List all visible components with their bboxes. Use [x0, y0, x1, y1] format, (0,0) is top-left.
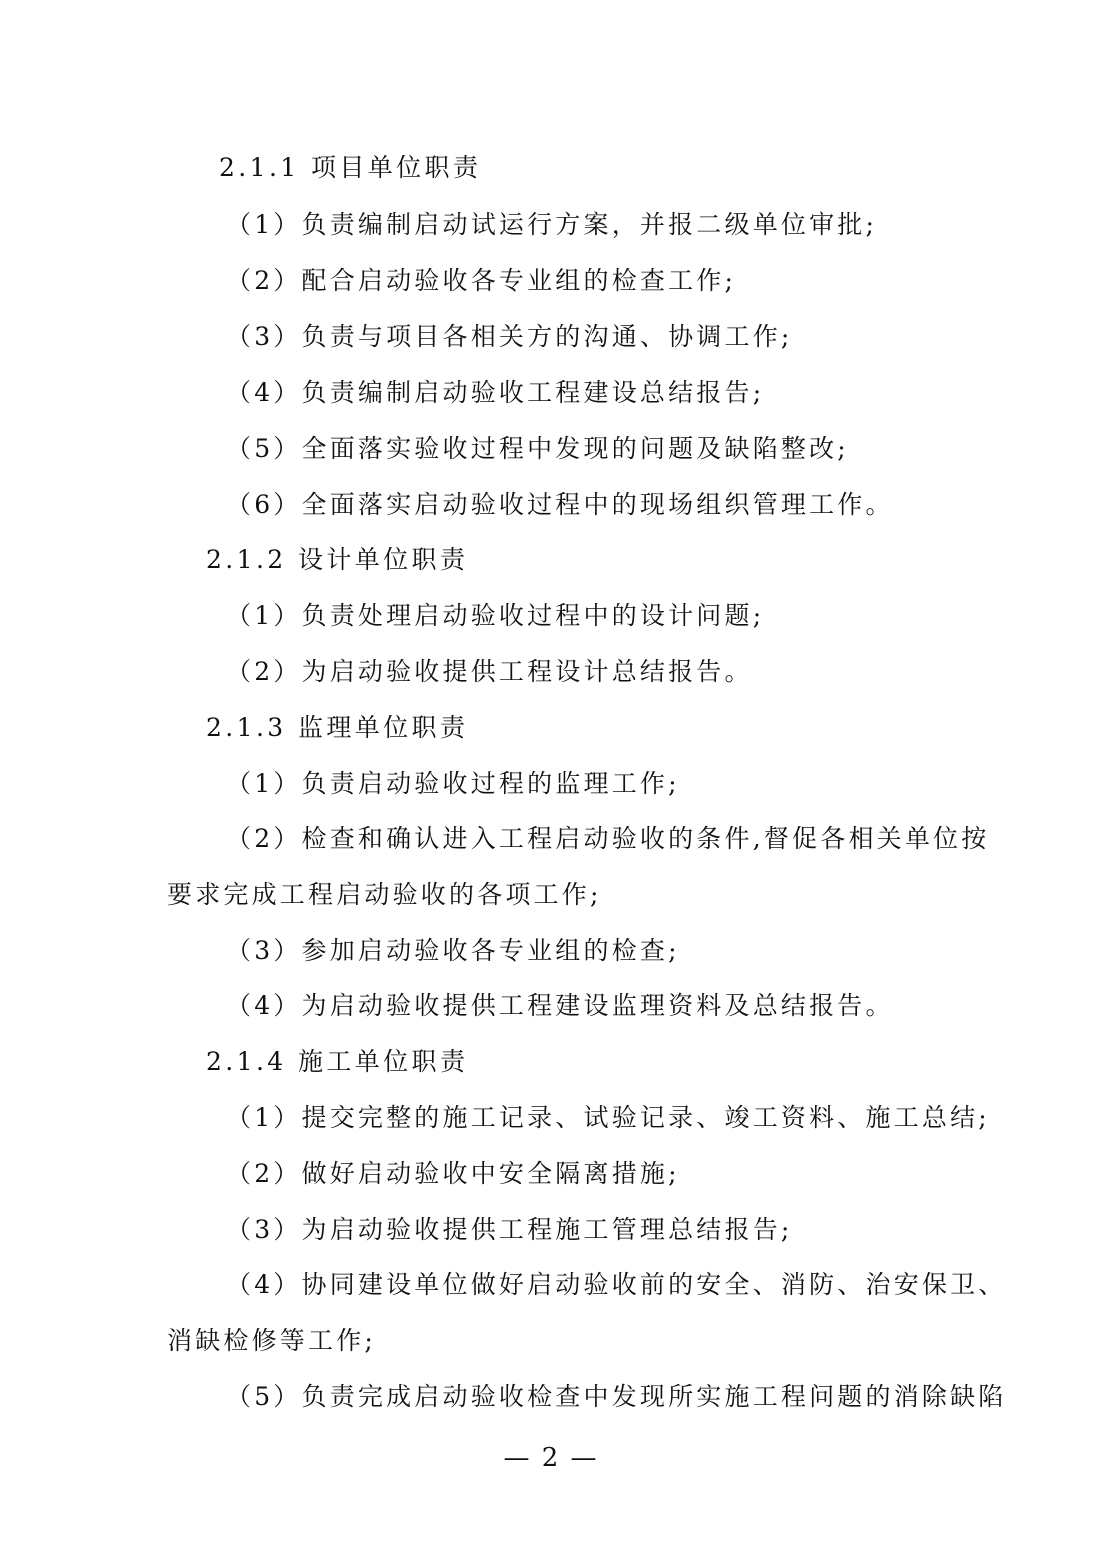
- paragraph-line: （6）全面落实启动验收过程中的现场组织管理工作。: [226, 490, 894, 519]
- paragraph-line: 消缺检修等工作;: [167, 1326, 377, 1355]
- paragraph-line: （1）负责启动验收过程的监理工作;: [226, 769, 680, 798]
- paragraph-line: （4）负责编制启动验收工程建设总结报告;: [226, 378, 765, 407]
- page-number: — 2 —: [503, 1443, 599, 1473]
- paragraph-line: （4）为启动验收提供工程建设监理资料及总结报告。: [226, 991, 894, 1020]
- section-heading-2-1-4: 2.1.4 施工单位职责: [206, 1047, 469, 1076]
- paragraph-line: （3）为启动验收提供工程施工管理总结报告;: [226, 1215, 793, 1244]
- section-heading-2-1-2: 2.1.2 设计单位职责: [206, 545, 469, 574]
- paragraph-line: （2）配合启动验收各专业组的检查工作;: [226, 266, 737, 295]
- paragraph-line: （3）参加启动验收各专业组的检查;: [226, 936, 680, 965]
- paragraph-line: （4）协同建设单位做好启动验收前的安全、消防、治安保卫、: [226, 1270, 1007, 1299]
- paragraph-line: （2）检查和确认进入工程启动验收的条件,督促各相关单位按: [226, 824, 990, 853]
- paragraph-line: （1）负责处理启动验收过程中的设计问题;: [226, 601, 765, 630]
- section-heading-2-1-3: 2.1.3 监理单位职责: [206, 713, 469, 742]
- paragraph-line: 要求完成工程启动验收的各项工作;: [167, 880, 602, 909]
- paragraph-line: （5）全面落实验收过程中发现的问题及缺陷整改;: [226, 434, 849, 463]
- paragraph-line: （5）负责完成启动验收检查中发现所实施工程问题的消除缺陷: [226, 1382, 1007, 1411]
- paragraph-line: （1）提交完整的施工记录、试验记录、竣工资料、施工总结;: [226, 1103, 990, 1132]
- paragraph-line: （3）负责与项目各相关方的沟通、协调工作;: [226, 322, 793, 351]
- paragraph-line: （2）为启动验收提供工程设计总结报告。: [226, 657, 753, 686]
- paragraph-line: （1）负责编制启动试运行方案，并报二级单位审批;: [226, 210, 878, 239]
- paragraph-line: （2）做好启动验收中安全隔离措施;: [226, 1159, 680, 1188]
- section-heading-2-1-1: 2.1.1 项目单位职责: [219, 153, 482, 182]
